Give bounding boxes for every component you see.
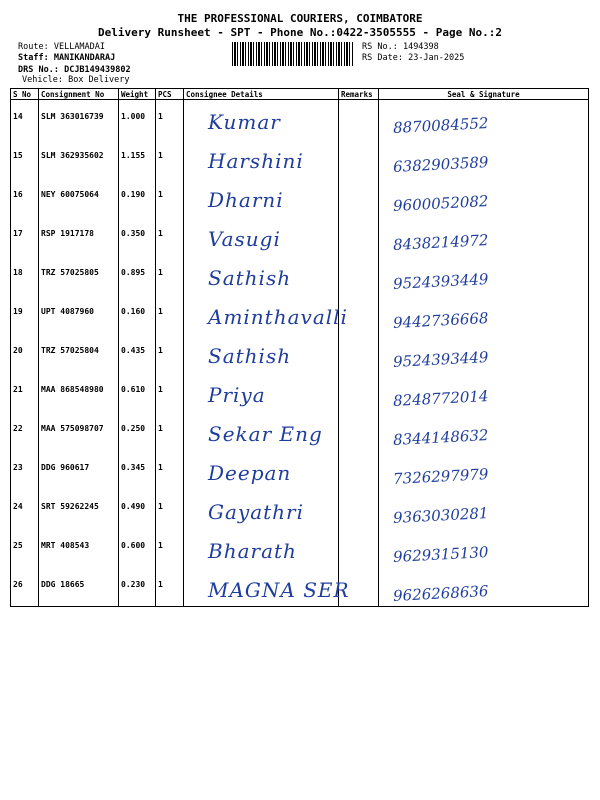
rs-date-value: 23-Jan-2025 — [408, 53, 465, 63]
handwritten-signature: 7326297979 — [392, 464, 489, 488]
remarks-cell — [339, 490, 379, 529]
weight-cell: 0.895 — [119, 256, 156, 295]
consignee-cell — [184, 217, 339, 256]
consignee-cell — [184, 100, 339, 139]
pcs-cell: 1 — [156, 217, 184, 256]
table-row — [11, 373, 589, 412]
consignee-cell — [184, 373, 339, 412]
signature-cell — [379, 529, 589, 568]
weight-cell: 0.230 — [119, 568, 156, 607]
handwritten-signature: 9524393449 — [392, 347, 489, 371]
handwritten-consignee: Dharni — [208, 187, 284, 212]
handwritten-signature: 8870084552 — [392, 114, 489, 138]
col-sno-header: S No — [11, 89, 39, 100]
consignee-cell — [184, 568, 350, 607]
handwritten-consignee: Vasugi — [208, 226, 281, 251]
weight-cell: 1.000 — [119, 100, 156, 139]
sno-cell: 14 — [11, 100, 39, 139]
staff-line: Staff: MANIKANDARAJ — [18, 53, 116, 63]
col-consignment-header: Consignment No — [39, 89, 119, 100]
consignee-cell — [184, 139, 339, 178]
remarks-cell — [339, 334, 379, 373]
pcs-cell: 1 — [156, 373, 184, 412]
remarks-cell — [339, 100, 379, 139]
table-row — [11, 451, 589, 490]
signature-cell — [379, 451, 589, 490]
company-title: THE PROFESSIONAL COURIERS, COIMBATORE — [177, 12, 423, 25]
remarks-cell — [339, 256, 379, 295]
rs-date-line: RS Date: 23-Jan-2025 — [362, 53, 465, 63]
consignment-no-cell: MAA 868548980 — [39, 373, 119, 412]
weight-cell: 0.345 — [119, 451, 156, 490]
handwritten-signature: 9442736668 — [392, 308, 489, 332]
table-row — [11, 178, 589, 217]
sno-cell: 17 — [11, 217, 39, 256]
remarks-cell — [339, 178, 379, 217]
signature-cell — [379, 373, 589, 412]
signature-cell — [379, 295, 589, 334]
col-remarks-header: Remarks — [339, 89, 379, 100]
handwritten-consignee: Sekar Eng — [208, 421, 323, 446]
signature-cell — [379, 256, 589, 295]
table-row — [11, 139, 589, 178]
table-row — [11, 490, 589, 529]
consignment-no-cell: DDG 18665 — [39, 568, 119, 607]
col-weight-header: Weight — [119, 89, 156, 100]
sno-cell: 20 — [11, 334, 39, 373]
route-line: Route: VELLAMADAI — [18, 42, 106, 52]
handwritten-consignee: Gayathri — [208, 499, 304, 524]
consignee-cell — [184, 295, 348, 334]
consignment-no-cell: TRZ 57025804 — [39, 334, 119, 373]
signature-cell — [379, 100, 589, 139]
consignee-cell — [184, 412, 339, 451]
sno-cell: 24 — [11, 490, 39, 529]
handwritten-signature: 6382903589 — [392, 152, 489, 176]
sno-cell: 26 — [11, 568, 39, 607]
col-consignee-header: Consignee Details — [184, 89, 339, 100]
consignment-no-cell: RSP 1917178 — [39, 217, 119, 256]
remarks-cell — [339, 373, 379, 412]
consignment-no-cell: DDG 960617 — [39, 451, 119, 490]
rs-no-value: 1494398 — [402, 42, 439, 52]
weight-cell: 0.600 — [119, 529, 156, 568]
consignment-no-cell: UPT 4087960 — [39, 295, 119, 334]
remarks-cell — [339, 412, 379, 451]
weight-cell: 0.435 — [119, 334, 156, 373]
handwritten-consignee: Aminthavalli — [208, 304, 348, 329]
staff-value: MANIKANDARAJ — [53, 53, 116, 63]
pcs-cell: 1 — [156, 256, 184, 295]
table-header-row — [11, 89, 589, 100]
pcs-cell: 1 — [156, 568, 184, 607]
table-row — [11, 295, 589, 334]
weight-cell: 0.350 — [119, 217, 156, 256]
consignee-cell — [184, 451, 339, 490]
consignment-no-cell: SRT 59262245 — [39, 490, 119, 529]
pcs-cell: 1 — [156, 178, 184, 217]
consignee-cell — [184, 490, 339, 529]
table-row — [11, 568, 589, 607]
handwritten-consignee: Deepan — [208, 460, 292, 485]
sno-cell: 19 — [11, 295, 39, 334]
drs-line: DRS No.: DCJB149439802 — [18, 65, 131, 75]
handwritten-signature: 8438214972 — [392, 230, 489, 254]
vehicle-line: Vehicle: Box Delivery — [22, 75, 130, 85]
handwritten-consignee: Kumar — [208, 110, 281, 134]
remarks-cell — [339, 217, 379, 256]
handwritten-signature: 9524393449 — [392, 269, 489, 293]
consignment-no-cell: MAA 575098707 — [39, 412, 119, 451]
table-row — [11, 100, 589, 139]
drs-value: DCJB149439802 — [64, 65, 131, 75]
sno-cell: 25 — [11, 529, 39, 568]
consignee-cell — [184, 256, 339, 295]
remarks-cell — [339, 139, 379, 178]
sno-cell: 23 — [11, 451, 39, 490]
table-row — [11, 217, 589, 256]
pcs-cell: 1 — [156, 139, 184, 178]
runsheet-table — [10, 88, 589, 607]
pcs-cell: 1 — [156, 490, 184, 529]
pcs-cell: 1 — [156, 100, 184, 139]
signature-cell — [379, 139, 589, 178]
pcs-cell: 1 — [156, 334, 184, 373]
weight-cell: 1.155 — [119, 139, 156, 178]
table-row — [11, 412, 589, 451]
signature-cell — [379, 217, 589, 256]
remarks-cell — [339, 529, 379, 568]
handwritten-consignee: Priya — [208, 382, 266, 407]
handwritten-signature: 8344148632 — [392, 425, 489, 449]
handwritten-consignee: MAGNA SER — [208, 577, 350, 602]
consignment-no-cell: MRT 408543 — [39, 529, 119, 568]
table-row — [11, 256, 589, 295]
handwritten-signature: 9363030281 — [392, 503, 489, 527]
consignee-cell — [184, 529, 339, 568]
sno-cell: 15 — [11, 139, 39, 178]
sno-cell: 18 — [11, 256, 39, 295]
consignment-no-cell: TRZ 57025805 — [39, 256, 119, 295]
runsheet-subtitle: Delivery Runsheet - SPT - Phone No.:0422-3505555 - Page No.:2 — [98, 26, 502, 39]
consignment-no-cell: NEY 60075064 — [39, 178, 119, 217]
pcs-cell: 1 — [156, 295, 184, 334]
weight-cell: 0.610 — [119, 373, 156, 412]
table-row — [11, 334, 589, 373]
signature-cell — [379, 568, 589, 607]
signature-cell — [379, 490, 589, 529]
sno-cell: 21 — [11, 373, 39, 412]
weight-cell: 0.490 — [119, 490, 156, 529]
handwritten-consignee: Sathish — [208, 265, 292, 290]
handwritten-consignee: Bharath — [208, 538, 297, 563]
consignee-cell — [184, 178, 339, 217]
table-row — [11, 529, 589, 568]
rs-no-line: RS No.: 1494398 — [362, 42, 439, 52]
pcs-cell: 1 — [156, 529, 184, 568]
weight-cell: 0.250 — [119, 412, 156, 451]
remarks-cell — [339, 451, 379, 490]
weight-cell: 0.160 — [119, 295, 156, 334]
handwritten-signature: 9629315130 — [392, 542, 489, 566]
consignee-cell — [184, 334, 339, 373]
col-signature-header: Seal & Signature — [379, 89, 589, 100]
vehicle-value: Box Delivery — [68, 75, 130, 85]
handwritten-consignee: Harshini — [208, 148, 304, 173]
barcode — [232, 42, 354, 66]
pcs-cell: 1 — [156, 412, 184, 451]
handwritten-signature: 9626268636 — [392, 581, 489, 605]
signature-cell — [379, 178, 589, 217]
table-body — [11, 100, 589, 607]
sno-cell: 16 — [11, 178, 39, 217]
route-value: VELLAMADAI — [53, 42, 106, 52]
sno-cell: 22 — [11, 412, 39, 451]
handwritten-signature: 9600052082 — [392, 191, 489, 215]
pcs-cell: 1 — [156, 451, 184, 490]
col-pcs-header: PCS — [156, 89, 184, 100]
signature-cell — [379, 334, 589, 373]
consignment-no-cell: SLM 362935602 — [39, 139, 119, 178]
signature-cell — [379, 412, 589, 451]
weight-cell: 0.190 — [119, 178, 156, 217]
handwritten-signature: 8248772014 — [392, 386, 489, 410]
consignment-no-cell: SLM 363016739 — [39, 100, 119, 139]
handwritten-consignee: Sathish — [208, 343, 292, 368]
